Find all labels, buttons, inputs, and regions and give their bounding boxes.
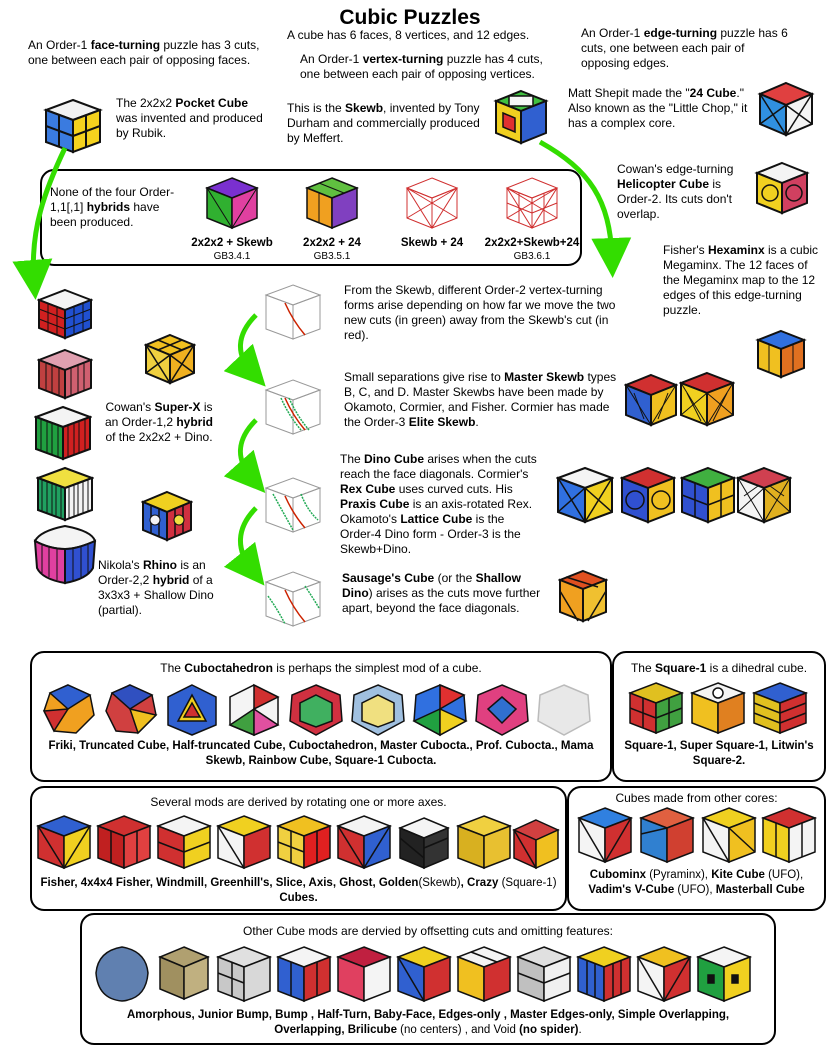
cube24-text: Matt Shepit made the "24 Cube." Also known as the "Little Chop," it has a complex core.	[568, 86, 748, 130]
arrow-form-1-2	[240, 315, 256, 372]
hybrid-code: GB3.5.1	[313, 251, 351, 262]
hybrid-2x2-skewb-image	[182, 175, 282, 231]
wireframe-form-2	[263, 378, 323, 436]
rotating-axes-caption: Fisher, 4x4x4 Fisher, Windmill, Greenhill's, Slice, Axis, Ghost, Golden(Skewb), Crazy (Square-1) Cubes.	[40, 877, 557, 904]
praxis-cube-image	[680, 466, 736, 524]
hybrids-panel	[40, 169, 582, 266]
page-title: Cubic Puzzles	[339, 6, 481, 29]
hybrid-2x2-skewb-24	[482, 175, 582, 262]
cuboctahedron-header: The Cuboctahedron is perhaps the simplest mod of a cube.	[160, 661, 482, 675]
hybrid-code: GB3.6.1	[513, 251, 551, 262]
square1-puzzle-row	[628, 681, 810, 735]
super-x-text: Cowan's Super-X is an Order-1,2 hybrid of the 2x2x2 + Dino.	[104, 400, 214, 444]
offset-cuts-puzzle-row	[92, 943, 764, 1005]
other-cores-caption: Cubominx (Pyraminx), Kite Cube (UFO), Vadim's V-Cube (UFO), Masterball Cube	[588, 869, 805, 896]
helicopter-text: Cowan's edge-turning Helicopter Cube is Order-2. Its cuts don't overlap.	[617, 162, 734, 221]
hybrid-code: GB3.4.1	[213, 251, 251, 262]
helicopter-cube-image	[754, 160, 810, 216]
cuboctahedron-caption: Friki, Truncated Cube, Half-truncated Cube, Cuboctahedron, Master Cubocta., Prof. Cubocta., Mama Skewb, Rainbow Cube, Square-1 Cubocta.	[48, 740, 594, 767]
cube24-image	[757, 80, 815, 138]
pocket-cube-image	[42, 96, 104, 156]
pocket-cube-text: The 2x2x2 Pocket Cube was invented and produced by Rubik.	[116, 96, 263, 140]
lattice-cube-image	[736, 466, 792, 524]
offset-cuts-panel	[80, 913, 776, 1045]
dino-cube-image	[556, 466, 614, 524]
wireframe-form-4	[263, 570, 323, 628]
arrow-form-3-4	[240, 508, 256, 570]
rhino-text: Nikola's Rhino is an Order-2,2 hybrid of a 3x3x3 + Shallow Dino (partial).	[98, 558, 214, 617]
hybrid-2x2-24	[282, 175, 382, 262]
rotating-axes-puzzle-row	[36, 814, 561, 874]
cube-6x6-image	[36, 466, 94, 522]
hybrid-label: 2x2x2 + 24	[303, 237, 361, 249]
cube-4x4-image	[37, 348, 93, 400]
cube-7x7-image	[32, 523, 98, 585]
hybrid-2x2-skewb-24-wireframe	[482, 175, 582, 231]
super-x-image	[144, 333, 196, 385]
dino-cube-text: The Dino Cube arises when the cuts reach the face diagonals. Cormier's Rex Cube uses curved cuts. His Praxis Cube is an axis-rotated Rex. Okamoto's Lattice Cube is the Order-4 Dino form - Order-3 is the Skewb+Dino.	[340, 452, 537, 556]
face-turning-text: An Order-1 face-turning puzzle has 3 cuts, one between each pair of opposing faces.	[28, 38, 260, 67]
rotating-axes-panel	[30, 786, 567, 911]
hybrid-label: 2x2x2 + Skewb	[191, 237, 273, 249]
offset-cuts-header: Other Cube mods are dervied by offsetting cuts and omitting features:	[243, 924, 613, 938]
other-cores-panel	[567, 786, 826, 911]
hybrid-2x2-24-image	[282, 175, 382, 231]
sausage-cube-text: Sausage's Cube (or the Shallow Dino) arises as the cuts move further apart, beyond the face diagonals.	[342, 571, 541, 615]
other-cores-header: Cubes made from other cores:	[615, 791, 778, 805]
square1-panel	[612, 651, 826, 782]
hybrid-label: Skewb + 24	[400, 237, 464, 249]
cuboctahedron-images	[40, 681, 602, 739]
arrow-form-2-3	[240, 420, 256, 478]
skewb-text: This is the Skewb, invented by Tony Durham and commercially produced by Meffert.	[287, 101, 480, 145]
cuboctahedron-panel	[30, 651, 612, 782]
hexaminx-text: Fisher's Hexaminx is a cubic Megaminx. The 12 faces of the Megaminx map to the 12 edges of this edge-turning puzzle.	[663, 243, 819, 317]
square1-caption: Square-1, Super Square-1, Litwin's Square-2.	[624, 740, 814, 767]
cube-5x5-image	[34, 405, 92, 461]
hybrid-skewb-24	[382, 175, 482, 251]
hybrid-2x2-skewb	[182, 175, 282, 262]
hybrid-label: 2x2x2+Skewb+24	[484, 237, 580, 249]
rotating-axes-header: Several mods are derived by rotating one or more axes.	[150, 795, 447, 809]
skewb-image	[493, 88, 549, 146]
edge-turning-text: An Order-1 edge-turning puzzle has 6 cuts, one between each pair of opposing edges.	[581, 26, 788, 70]
wireframe-form-3	[263, 476, 323, 534]
rex-cube-image	[620, 466, 676, 524]
cuboctahedron-puzzle-row	[40, 681, 602, 739]
hexaminx-image	[755, 328, 807, 380]
skewb-forms-intro: From the Skewb, different Order-2 vertex-turning forms arise depending on how far we move the two new cuts (in green) away from the Skewb's cut (in red).	[344, 283, 616, 342]
vertex-turning-text: An Order-1 vertex-turning puzzle has 4 cuts, one between each pair of opposing vertices.	[300, 52, 543, 81]
rhino-image	[141, 490, 193, 542]
sausage-cube-image	[558, 569, 608, 623]
cube-facts: A cube has 6 faces, 8 vertices, and 12 edges.	[287, 28, 530, 42]
offset-cuts-caption: Amorphous, Junior Bump, Bump , Half-Turn, Baby-Face, Edges-only , Master Edges-only, Simple Overlapping, Overlapping, Brilicube (no centers) , and Void (no spider).	[126, 1009, 730, 1036]
square1-header: The Square-1 is a dihedral cube.	[630, 661, 808, 675]
master-skewb-text: Small separations give rise to Master Skewb types B, C, and D. Master Skewbs have been made by Okamoto, Cormier, and Fisher. Cormier has made the Order-3 Elite Skewb.	[344, 370, 617, 429]
hybrid-skewb-24-wireframe	[382, 175, 482, 231]
wireframe-form-1	[263, 283, 323, 341]
elite-skewb-image	[679, 371, 735, 427]
other-cores-puzzle-row	[575, 806, 819, 866]
hybrids-text: None of the four Order-1,1[,1] hybrids have been produced.	[50, 185, 175, 229]
master-skewb-image	[624, 373, 678, 427]
cube-3x3-image	[37, 288, 93, 340]
